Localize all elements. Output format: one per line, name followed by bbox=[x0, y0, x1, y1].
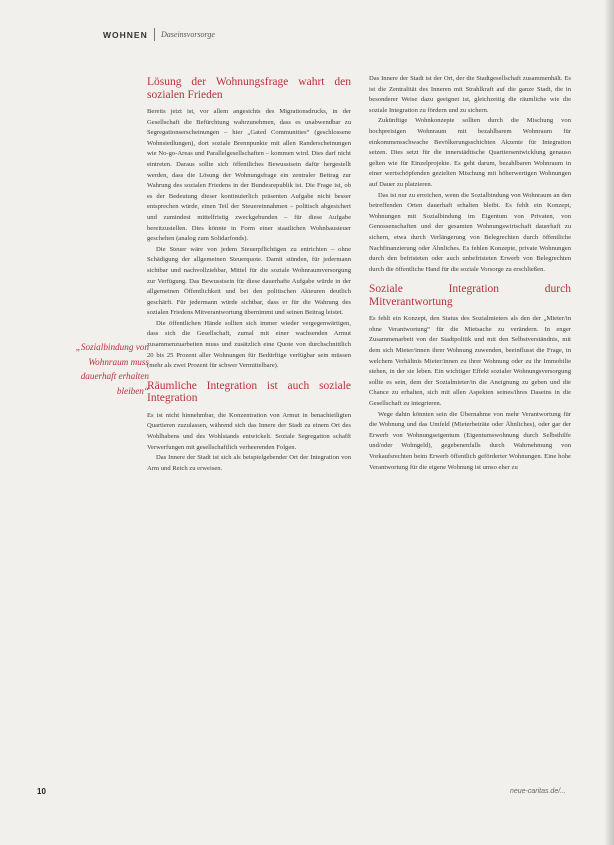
paragraph: Die Steuer wäre von jedem Steuerpflichtigen zu entrichten – ohne Schädigung der allgemeinen Steuerquote. Damit stünden, für jedermann sichtbar und nachvollziehbar, Mittel für die soziale Wohnraumversorgung zur Verfügung. Das Bewusstsein für diese dauerhafte Aufgabe würde in der allgemeinen Öffentlichkeit und bei den politischen Akteuren deutlich geschärft. Für jedermann würde sichtbar, dass er für die Wahrung des sozialen Friedens Mitverantwortung übernimmt und seinen Beitrag leistet. bbox=[147, 245, 351, 317]
right-column bbox=[369, 74, 571, 473]
heading-raeumliche-integration: Räumliche Integration ist auch soziale Integration bbox=[147, 379, 351, 405]
header-divider bbox=[154, 28, 155, 41]
page-number: 10 bbox=[37, 787, 46, 796]
paragraph: Es fehlt ein Konzept, den Status des Sozialmieters als den der „Mieter/in ohne Verantwortung“ für die Mietsache zu verändern. In enger Zusammenarbeit von der Stadtpolitik und mit den Selbstverständnis, mit dem sich Mieter/innen ihrer Wohnung zuwenden, beeinflusst die Frage, in welchem Verhältnis Mieter/innen zu ihrer Wohnung oder zu ihr Immobilie stehen, in der sie leben. Ein wichtiger Effekt sozialer Wohnungsversorgung sollte es sein, dem der Sozialmieter/in die Aneignung zu geben und die Chance zu erhalten, sich mit allen Aspekten seines/ihres Daseins in die Gesellschaft zu integrieren. bbox=[369, 315, 571, 408]
paragraph: Wege dahin könnten sein die Übernahme von mehr Verantwortung für die Wohnung und das Umfeld (Mieterbeiräte oder Ähnliches), oder gar der Erwerb von Wohnungseigentum (Eigentumswohnung durch Selbsthilfe und/oder Wohngeld), gegebenenfalls durch Wahrnehmung von Vorkaufsrechten beim Erwerb öffentlich geförderter Wohnungen. Eine hohe Verantwortung für die eigene Wohnung ist umso eher zu bbox=[369, 410, 571, 471]
paragraph: Es ist nicht hinnehmbar, die Konzentration von Armut in benachteiligten Quartieren zuzulassen, während sich das Innere der Stadt zu einem Ort des Wohlhabens und des Wohlstands entwickelt. Soziale Segregation schafft Verwerfungen mit gesellschaftlich verheerenden Folgen. bbox=[147, 411, 351, 451]
page-edge-shadow bbox=[604, 0, 614, 845]
pull-quote: „Sozialbindung von Wohnraum muss dauerhaft erhalten bleiben“ bbox=[75, 342, 149, 396]
section-subtitle: Daseinsvorsorge bbox=[161, 30, 215, 39]
heading-soziale-integration: Soziale Integration durch Mitverantwortung bbox=[369, 283, 571, 308]
footer-website: neue-caritas.de/... bbox=[509, 788, 566, 795]
paragraph: Das Innere der Stadt ist sich als beispielgebender Ort der Integration von Arm und Reich zu erweisen. bbox=[147, 454, 351, 472]
paragraph: Das ist nur zu erreichen, wenn die Sozialbindung von Wohnraum an den betreffenden Orten dauerhaft erhalten bleibt. Es fehlt ein Konzept, Wohnungen mit Sozialbindung im Eigentum von Privaten, von Genossenschaften und der gesamten Wohnungswirtschaft dauerhaft zu sichern, etwa durch Verlängerung von Belegrechten durch öffentliche Nachfinanzierung oder Ähnliches. Es fehlen Konzepte, private Wohnungen durch den befristeten oder auch unbefristeten Erwerb von Belegrechten durch die öffentliche Hand für die soziale Vorsorge zu erschließen. bbox=[369, 191, 571, 273]
paragraph: Die öffentlichen Hände sollten sich immer wieder vergegenwärtigen, dass sich die Gesellschaft, zumal mit einer wachsenden Armut zusammenzuarbeiten muss und zusätzlich eine Quote von durchschnittlich 20 bis 25 Prozent aller Wohnungen für Bedürftige verfügbar sein müssen (mehr als zwei Prozent für schwer Vermittelbare). bbox=[147, 319, 351, 370]
paragraph: Das Innere der Stadt ist der Ort, der die Stadtgesellschaft zusammenhält. Es ist die Zentralität des Inneren mit Strahlkraft auf die ganze Stadt, die in besonderer Weise dazu geeignet ist, gleichzeitig die räumliche wie die soziale Integration zu fördern und zu sichern. bbox=[369, 75, 571, 114]
left-column bbox=[147, 74, 351, 474]
section-label: WOHNEN bbox=[103, 30, 148, 40]
heading-wohnungsfrage: Lösung der Wohnungsfrage wahrt den sozialen Frieden bbox=[147, 76, 351, 101]
paragraph: Bereits jetzt ist, vor allem angesichts des Migrationsdrucks, in der Gesellschaft die Befürchtung wahrzunehmen, dass es unabwendbar zu Segregationserscheinungen – hier „Gated Communities“ (geschlossene Wohnsiedlungen), dort soziale Brennpunkte mit allen Randerscheinungen wie No-go-Areas und Parallelgesellschaften – kommen wird. Dies darf nicht eintreten. Daraus sollte sich öffentliches Bewusstsein dafür hergestellt werden, dass die Lösung der Wohnungsfrage ein zentraler Beitrag zur Wahrung des sozialen Friedens in der Bundesrepublik ist. Die Frage ist, ob es der Bedeutung dieser kontinuierlich präsenten Aufgabe nicht besser entsprechen würde, einen Teil der Steuereinnahmen – politisch abgesichert und zumindest mittelfristig zweckgebunden – für diese Aufgabe bereitzustellen. Dies könnte in Form einer staatlichen Wohnbausteuer geschehen (analog zum Solidarfonds). bbox=[147, 108, 351, 243]
paragraph: Zukünftige Wohnkonzepte sollten durch die Mischung von hochpreisigen Wohnraum mit bezahlbarem Wohnraum für einkommensschwache Bevölkerungsschichten Akzente für Integration setzen. Dies setzt für die innerstädtische Quartiersentwicklung genauso gelten wie für Einzelprojekte. Es geht darum, bezahlbaren Wohnraum in einer wertschöpfenden gezielten Mischung mit höherwertigen Wohnungen auf Dauer zu platzieren. bbox=[369, 117, 571, 188]
